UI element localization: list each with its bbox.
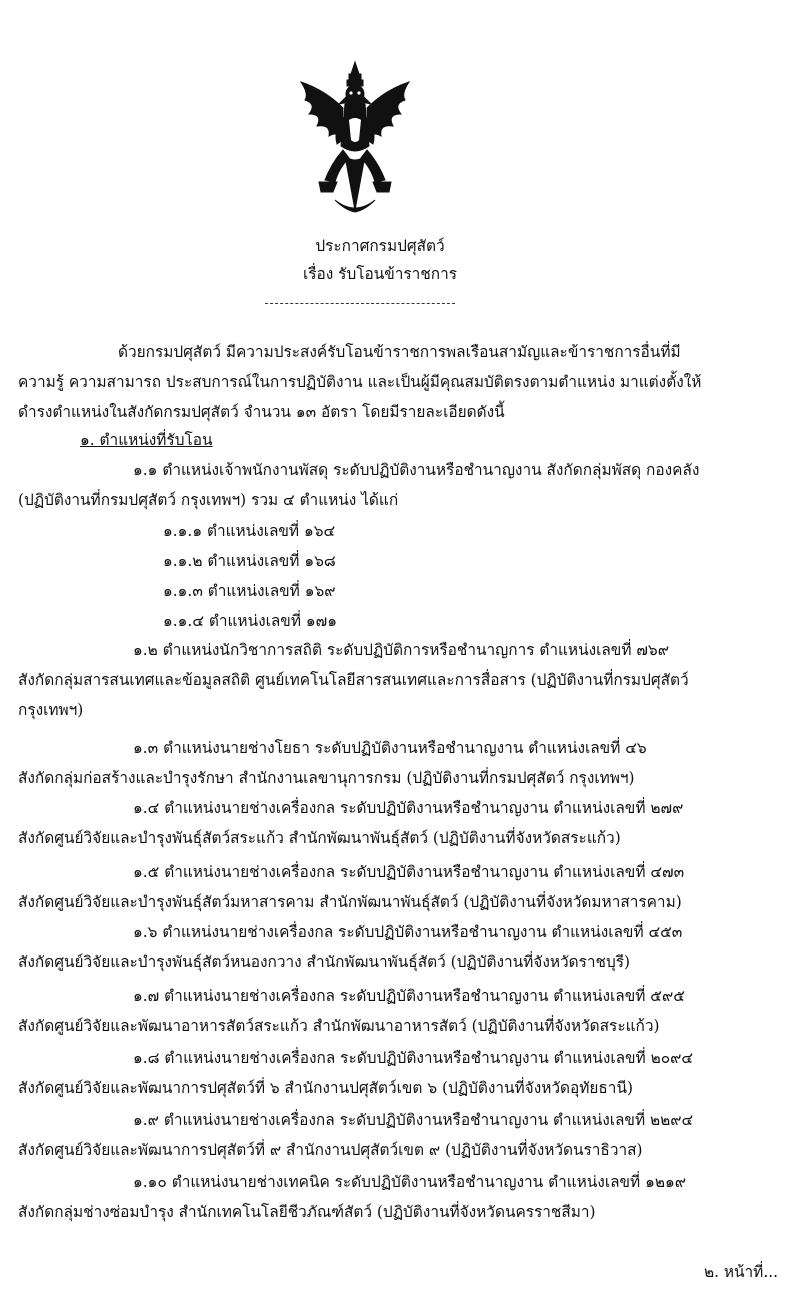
- item-line: สังกัดศูนย์วิจัยและบำรุงพันธุ์สัตว์สระแก้ว สำนักพัฒนาพันธุ์สัตว์ (ปฏิบัติงานที่จังหวัดสระแก้ว): [18, 829, 621, 847]
- item-line: ๑.๒ ตำแหน่งนักวิชาการสถิติ ระดับปฏิบัติการหรือชำนาญการ ตำแหน่งเลขที่ ๗๖๙: [133, 641, 669, 659]
- item-line: (ปฏิบัติงานที่กรมปศุสัตว์ กรุงเทพฯ) รวม ๔ ตำแหน่ง ได้แก่: [18, 491, 399, 509]
- sub-item: ๑.๑.๔ ตำแหน่งเลขที่ ๑๗๑: [163, 612, 337, 630]
- item-line: สังกัดกลุ่มก่อสร้างและบำรุงรักษา สำนักงานเลขานุการกรม (ปฏิบัติงานที่กรมปศุสัตว์ กรุงเทพฯ): [18, 769, 635, 787]
- item-line: ๑.๕ ตำแหน่งนายช่างเครื่องกล ระดับปฏิบัติงานหรือชำนาญงาน ตำแหน่งเลขที่ ๔๗๓: [133, 863, 685, 881]
- item-line: สังกัดกลุ่มสารสนเทศและข้อมูลสถิติ ศูนย์เทคโนโลยีสารสนเทศและการสื่อสาร (ปฏิบัติงานที่กรมปศุสัตว์: [18, 671, 689, 689]
- intro-line: ความรู้ ความสามารถ ประสบการณ์ในการปฏิบัติงาน และเป็นผู้มีคุณสมบัติตรงตามตำแหน่ง มาแต่งตั้งให้: [18, 373, 702, 391]
- item-line: ๑.๑ ตำแหน่งเจ้าพนักงานพัสดุ ระดับปฏิบัติงานหรือชำนาญงาน สังกัดกลุ่มพัสดุ กองคลัง: [133, 461, 700, 479]
- continuation-note: ๒. หน้าที่...: [703, 1263, 778, 1281]
- item-line: ๑.๘ ตำแหน่งนายช่างเครื่องกล ระดับปฏิบัติงานหรือชำนาญงาน ตำแหน่งเลขที่ ๒๐๙๔: [133, 1049, 694, 1067]
- section-heading-text: ๑. ตำแหน่งที่รับโอน: [80, 431, 213, 449]
- item-line: สังกัดศูนย์วิจัยและพัฒนาการปศุสัตว์ที่ ๙ สำนักงานปศุสัตว์เขต ๙ (ปฏิบัติงานที่จังหวัดนราธิวาส): [18, 1141, 643, 1159]
- item-line: ๑.๓ ตำแหน่งนายช่างโยธา ระดับปฏิบัติงานหรือชำนาญงาน ตำแหน่งเลขที่ ๔๖: [133, 739, 647, 757]
- section-heading: [80, 430, 213, 450]
- item-line: ๑.๗ ตำแหน่งนายช่างเครื่องกล ระดับปฏิบัติงานหรือชำนาญงาน ตำแหน่งเลขที่ ๕๙๕: [133, 987, 685, 1005]
- intro-line: ดำรงตำแหน่งในสังกัดกรมปศุสัตว์ จำนวน ๑๓ อัตรา โดยมีรายละเอียดดังนี้: [18, 403, 505, 421]
- sub-item: ๑.๑.๑ ตำแหน่งเลขที่ ๑๖๔: [163, 522, 336, 540]
- item-line: ๑.๑๐ ตำแหน่งนายช่างเทคนิค ระดับปฏิบัติงานหรือชำนาญงาน ตำแหน่งเลขที่ ๑๒๑๙: [133, 1173, 687, 1191]
- item-line: ๑.๔ ตำแหน่งนายช่างเครื่องกล ระดับปฏิบัติงานหรือชำนาญงาน ตำแหน่งเลขที่ ๒๗๙: [133, 799, 684, 817]
- item-line: กรุงเทพฯ): [18, 701, 84, 719]
- item-line: สังกัดศูนย์วิจัยและพัฒนาการปศุสัตว์ที่ ๖ สำนักงานปศุสัตว์เขต ๖ (ปฏิบัติงานที่จังหวัดอุทัยธานี): [18, 1079, 633, 1097]
- item-line: สังกัดศูนย์วิจัยและพัฒนาอาหารสัตว์สระแก้ว สำนักพัฒนาอาหารสัตว์ (ปฏิบัติงานที่จังหวัดสระแก้ว): [18, 1017, 660, 1035]
- title-divider: [265, 303, 455, 304]
- announcement-subject: เรื่อง รับโอนข้าราชการ: [303, 265, 457, 283]
- sub-item: ๑.๑.๓ ตำแหน่งเลขที่ ๑๖๙: [163, 582, 336, 600]
- item-line: ๑.๖ ตำแหน่งนายช่างเครื่องกล ระดับปฏิบัติงานหรือชำนาญงาน ตำแหน่งเลขที่ ๔๕๓: [133, 923, 683, 941]
- intro-line: ด้วยกรมปศุสัตว์ มีความประสงค์รับโอนข้าราชการพลเรือนสามัญและข้าราชการอื่นที่มี: [118, 343, 681, 361]
- item-line: สังกัดศูนย์วิจัยและบำรุงพันธุ์สัตว์มหาสารคาม สำนักพัฒนาพันธุ์สัตว์ (ปฏิบัติงานที่จังหวัดมหาสารคาม): [18, 893, 682, 911]
- garuda-emblem-icon: [295, 60, 415, 220]
- item-line: ๑.๙ ตำแหน่งนายช่างเครื่องกล ระดับปฏิบัติงานหรือชำนาญงาน ตำแหน่งเลขที่ ๒๒๙๔: [133, 1111, 694, 1129]
- sub-item: ๑.๑.๒ ตำแหน่งเลขที่ ๑๖๘: [163, 552, 336, 570]
- item-line: สังกัดกลุ่มช่างซ่อมบำรุง สำนักเทคโนโลยีชีวภัณฑ์สัตว์ (ปฏิบัติงานที่จังหวัดนครราชสีมา): [18, 1203, 596, 1221]
- item-line: สังกัดศูนย์วิจัยและบำรุงพันธุ์สัตว์หนองกวาง สำนักพัฒนาพันธุ์สัตว์ (ปฏิบัติงานที่จังหวัดราชบุรี): [18, 953, 631, 971]
- announcement-title: ประกาศกรมปศุสัตว์: [315, 237, 445, 255]
